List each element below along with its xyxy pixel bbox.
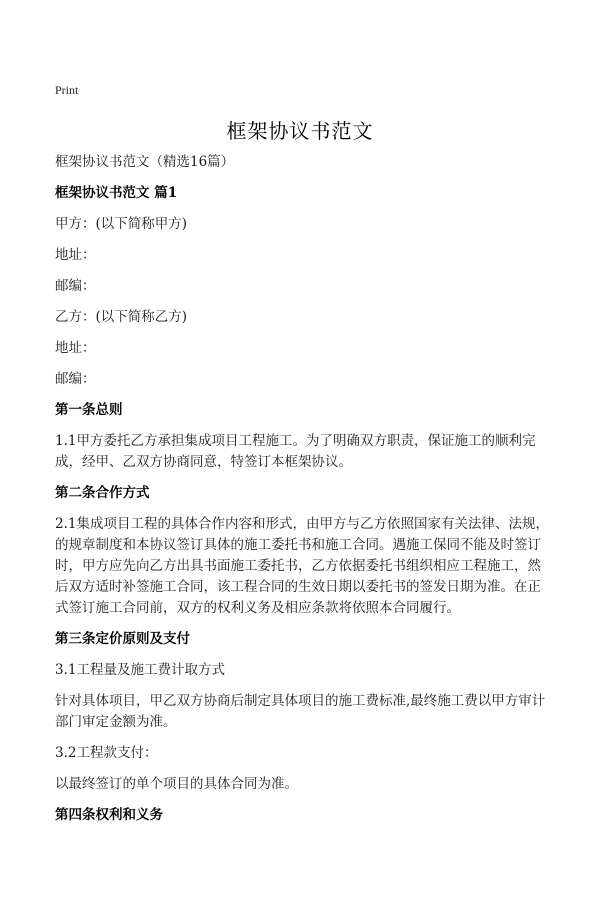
article3-1-text: 针对具体项目，甲乙双方协商后制定具体项目的施工费标准,最终施工费以甲方审计部门审定金额为准。: [55, 693, 546, 730]
print-label: Print: [55, 83, 79, 97]
document-body: [55, 152, 550, 836]
article1-heading: 第一条总则: [55, 402, 123, 418]
section-heading: 框架协议书范文 篇1: [55, 185, 178, 201]
article2-text: 2.1集成项目工程的具体合作内容和形式，由甲方与乙方依照国家有关法律、法规，的规章制度和本协议签订具体的施工委托书和施工合同。遇施工保同不能及时签订时，甲方应先向乙方出具书面施工委托书，乙方依据委托书组织相应工程施工，然后双方适时补签施工合同，该工程合同的生效日期以委托书的签发日期为准。在正式签订施工合同前，双方的权利义务及相应条款将依照本合同履行。: [55, 516, 549, 616]
article2-heading: 第二条合作方式: [55, 485, 150, 501]
article3-1-heading: 3.1工程量及施工费计取方式: [55, 662, 225, 678]
party-a-postcode: 邮编：: [55, 278, 96, 294]
article3-2-text: 以最终签订的单个项目的具体合同为准。: [55, 776, 298, 792]
page-title: 框架协议书范文: [226, 119, 374, 143]
subtitle: 框架协议书范文（精选16篇）: [55, 154, 235, 170]
article3-heading: 第三条定价原则及支付: [55, 631, 190, 647]
party-a-address: 地址：: [55, 247, 96, 263]
article1-text: 1.1甲方委托乙方承担集成项目工程施工。为了明确双方职责，保证施工的顺利完成，经甲、乙双方协商同意，特签订本框架协议。: [55, 433, 536, 470]
party-b: 乙方：(以下简称乙方): [55, 309, 188, 325]
party-b-address: 地址：: [55, 340, 96, 356]
article4-heading: 第四条权利和义务: [55, 807, 163, 823]
party-a: 甲方：(以下简称甲方): [55, 216, 188, 232]
party-b-postcode: 邮编：: [55, 371, 96, 387]
article3-2-heading: 3.2工程款支付：: [55, 745, 158, 761]
